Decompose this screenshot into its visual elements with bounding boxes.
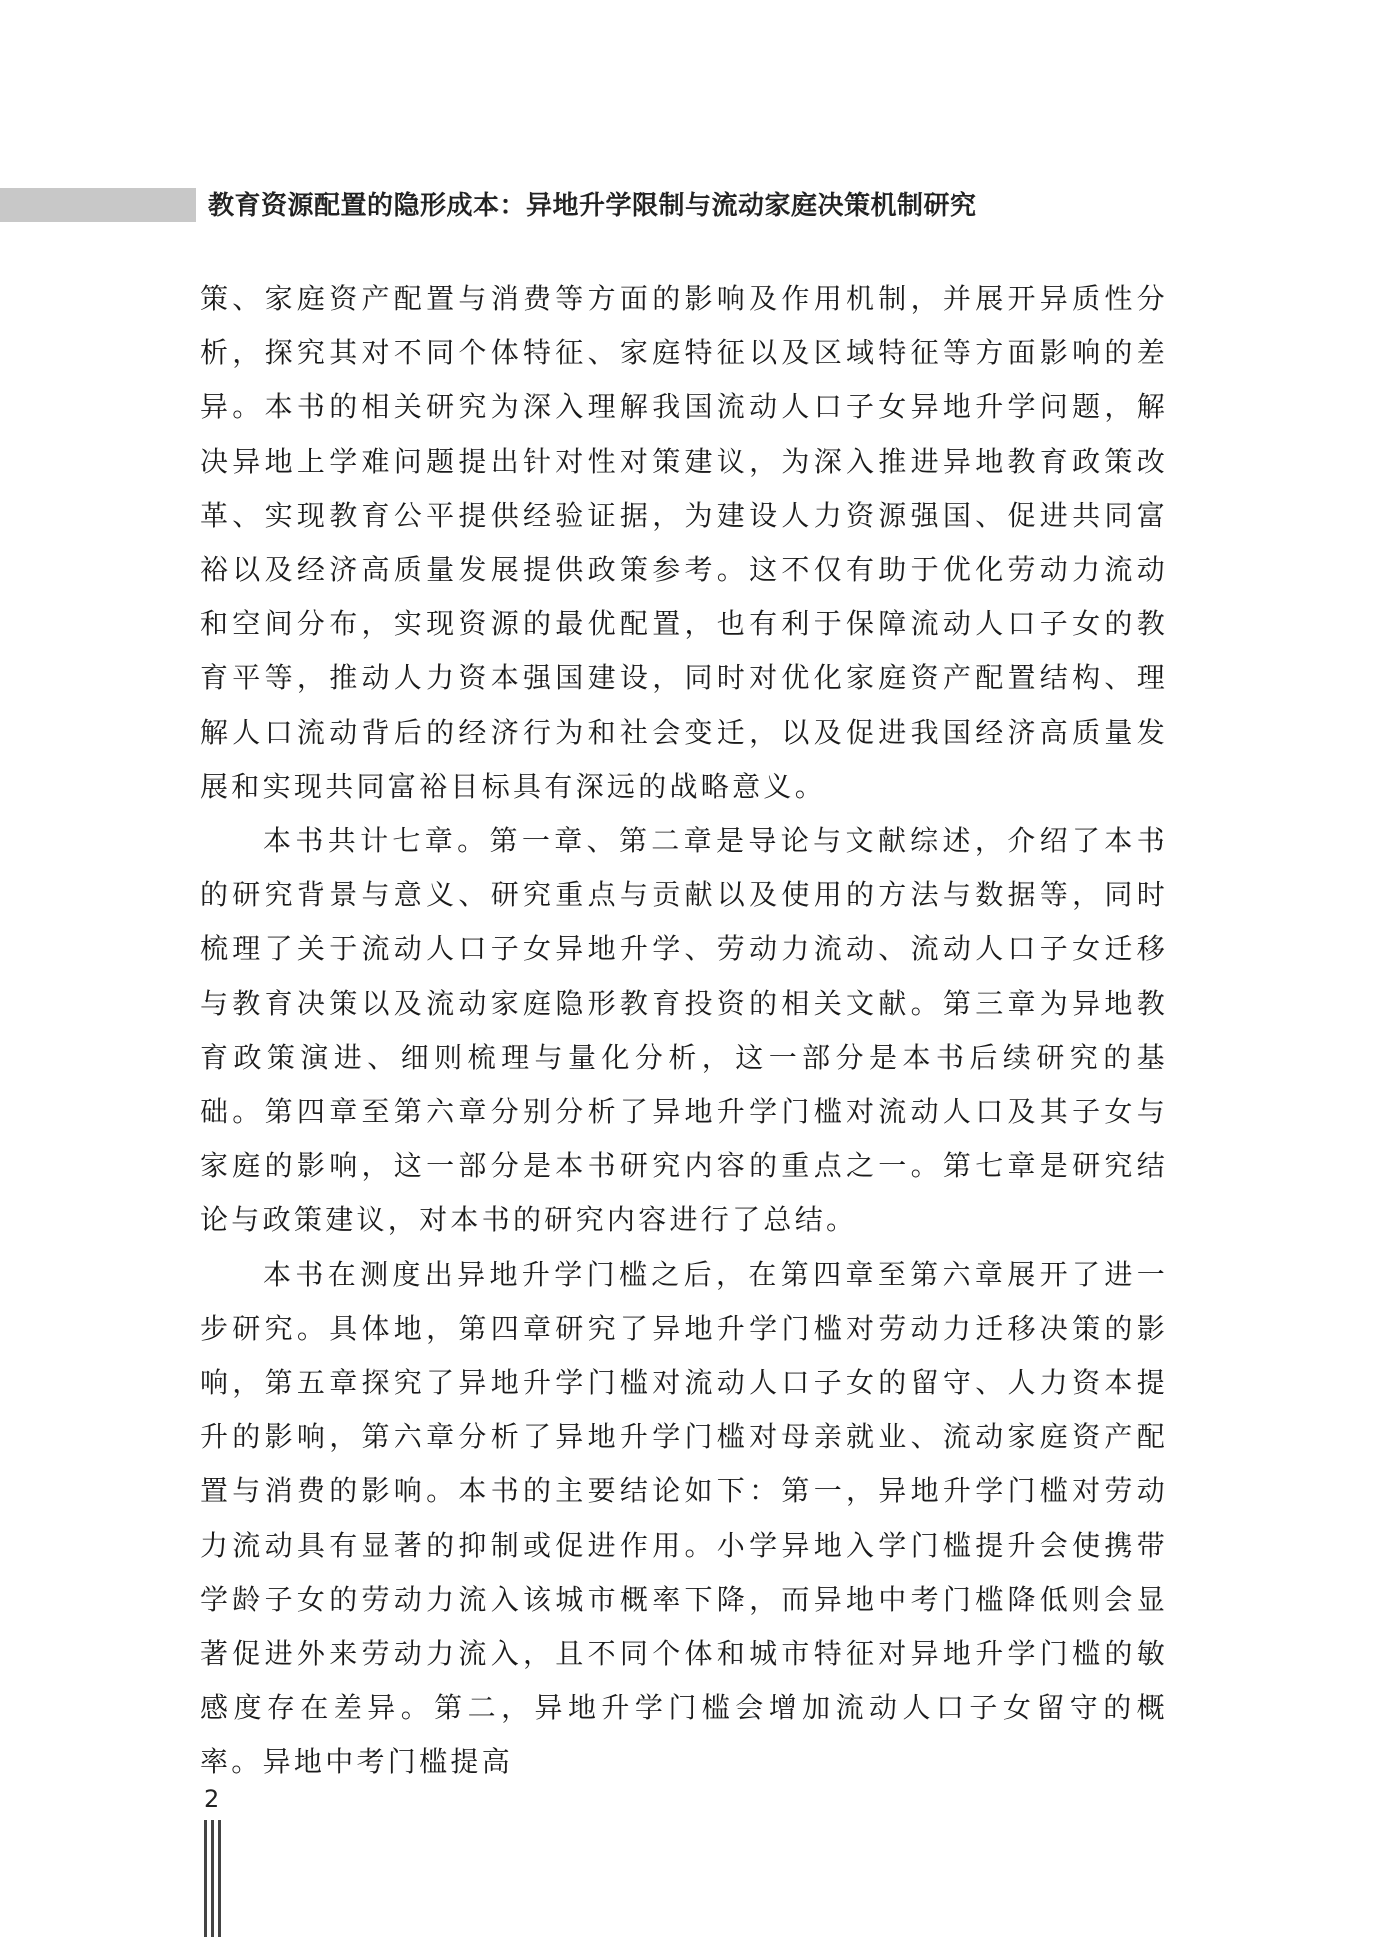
page-edge-rule	[204, 1820, 207, 1937]
page-number: 2	[204, 1785, 220, 1813]
running-title: 教育资源配置的隐形成本：异地升学限制与流动家庭决策机制研究	[208, 191, 977, 221]
paragraph-main-conclusions: 本书在测度出异地升学门槛之后，在第四章至第六章展开了进一步研究。具体地，第四章研究了异地升学门槛对劳动力迁移决策的影响，第五章探究了异地升学门槛对流动人口子女的留守、人力资本提升的影响，第六章分析了异地升学门槛对母亲就业、流动家庭资产配置与消费的影响。本书的主要结论如下：第一，异地升学门槛对劳动力流动具有显著的抑制或促进作用。小学异地入学门槛提升会使携带学龄子女的劳动力流入该城市概率下降，而异地中考门槛降低则会显著促进外来劳动力流入，且不同个体和城市特征对异地升学门槛的敏感度存在差异。第二，异地升学门槛会增加流动人口子女留守的概率。异地中考门槛提高	[200, 1257, 1168, 1779]
paragraph-continued: 策、家庭资产配置与消费等方面的影响及作用机制，并展开异质性分析，探究其对不同个体特征、家庭特征以及区域特征等方面影响的差异。本书的相关研究为深入理解我国流动人口子女异地升学问题，解决异地上学难问题提出针对性对策建议，为深入推进异地教育政策改革、实现教育公平提供经验证据，为建设人力资源强国、促进共同富裕以及经济高质量发展提供政策参考。这不仅有助于优化劳动力流动和空间分布，实现资源的最优配置，也有利于保障流动人口子女的教育平等，推动人力资本强国建设，同时对优化家庭资产配置结构、理解人口流动背后的经济行为和社会变迁，以及促进我国经济高质量发展和实现共同富裕目标具有深远的战略意义。	[200, 282, 1168, 803]
paragraph-chapter-overview: 本书共计七章。第一章、第二章是导论与文献综述，介绍了本书的研究背景与意义、研究重点与贡献以及使用的方法与数据等，同时梳理了关于流动人口子女异地升学、劳动力流动、流动人口子女迁移与教育决策以及流动家庭隐形教育投资的相关文献。第三章为异地教育政策演进、细则梳理与量化分析，这一部分是本书后续研究的基础。第四章至第六章分别分析了异地升学门槛对流动人口及其子女与家庭的影响，这一部分是本书研究内容的重点之一。第七章是研究结论与政策建议，对本书的研究内容进行了总结。	[200, 824, 1168, 1237]
page-edge-rule	[211, 1820, 214, 1937]
body-text	[200, 272, 1168, 1790]
header-band	[0, 188, 196, 222]
page-edge-rule	[218, 1820, 221, 1937]
